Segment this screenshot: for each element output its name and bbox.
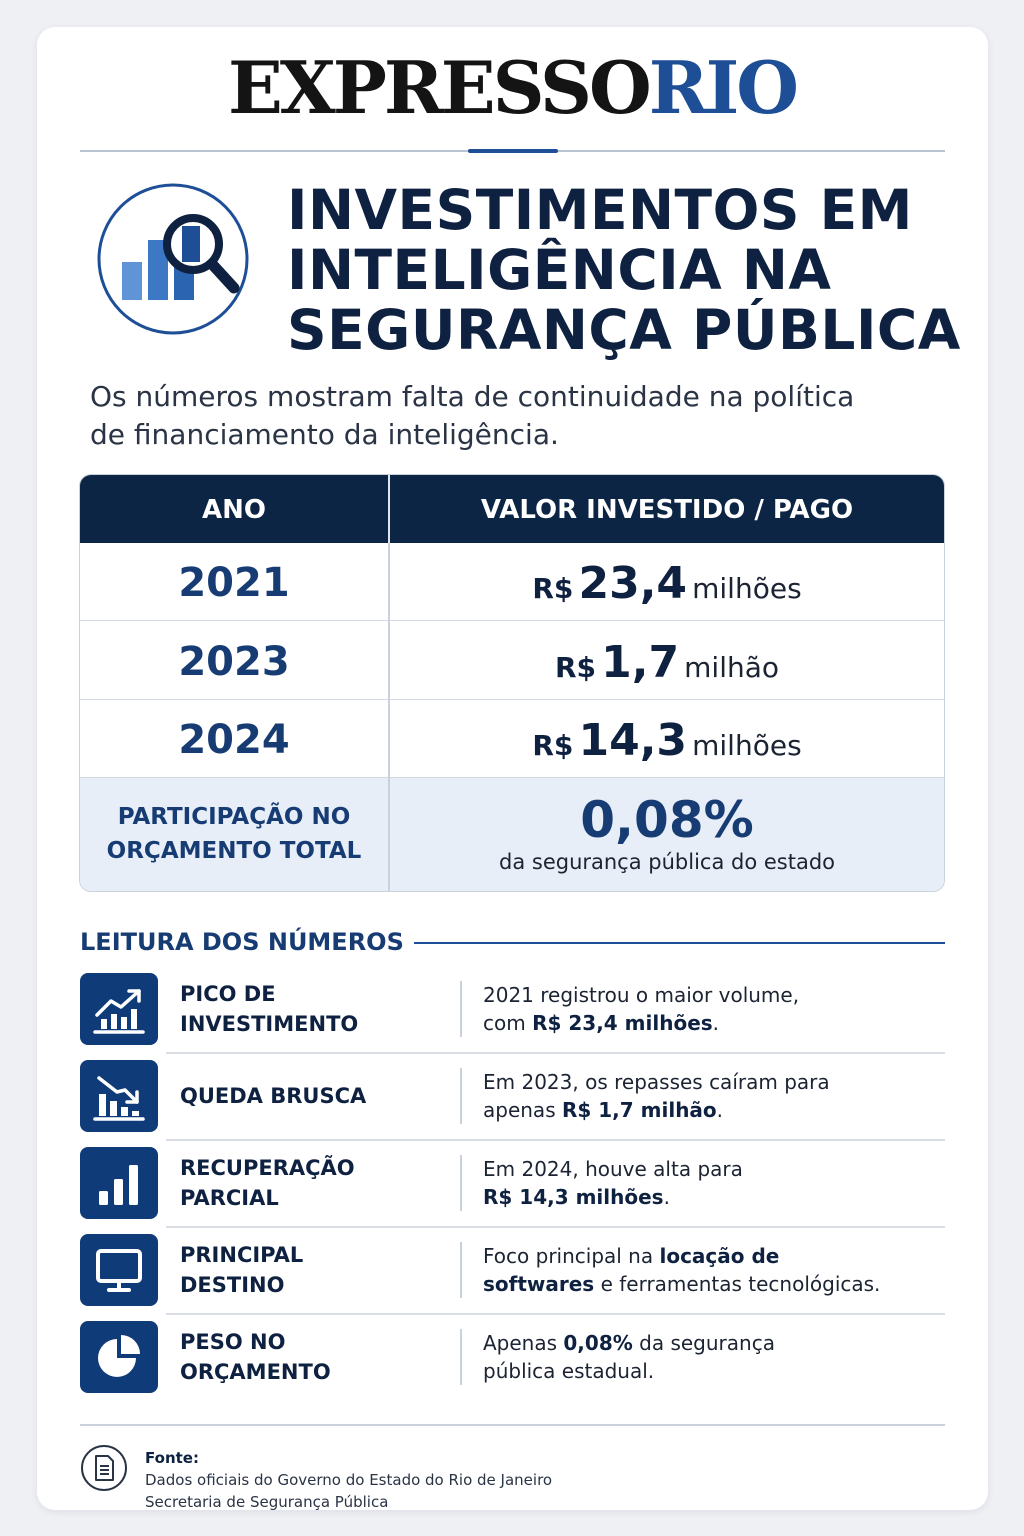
item-divider (460, 1155, 462, 1211)
share-value: 0,08% (580, 791, 754, 849)
item-icon-box (80, 1060, 158, 1132)
row-year: 2024 (178, 717, 290, 763)
item-label-line: QUEDA BRUSCA (180, 1084, 367, 1108)
value-currency: R$ (532, 572, 574, 605)
desc-text: da segurança (632, 1331, 775, 1355)
table-row (80, 700, 944, 778)
masthead-part1: EXPRESSO (228, 45, 649, 130)
item-description (483, 973, 953, 1045)
item-description (483, 1147, 953, 1219)
desc-line (483, 1329, 953, 1357)
row-value (389, 543, 945, 621)
item-icon-box (80, 1234, 158, 1306)
footer-source (145, 1447, 552, 1513)
header-column-divider (388, 475, 390, 543)
item-description (483, 1060, 953, 1132)
item-label (180, 1321, 450, 1393)
item-label (180, 1234, 450, 1306)
item-description (483, 1321, 953, 1393)
source-line: Secretaria de Segurança Pública (145, 1493, 389, 1511)
header-value: VALOR INVESTIDO / PAGO (480, 495, 854, 525)
masthead-part2: RIO (648, 45, 796, 130)
headline-title (287, 180, 987, 360)
subtitle-line: de financiamento da inteligência. (90, 418, 559, 451)
item-label (180, 973, 450, 1045)
desc-text: e ferramentas tecnológicas. (594, 1272, 881, 1296)
item-label (180, 1147, 450, 1219)
item-divider (460, 981, 462, 1037)
source-label: Fonte: (145, 1449, 199, 1467)
row-value (389, 700, 945, 778)
desc-text: . (712, 1011, 720, 1035)
value-currency: R$ (554, 651, 597, 684)
reading-item-peak (80, 973, 945, 1051)
section-rule (414, 942, 945, 944)
item-description (483, 1234, 953, 1306)
desc-highlight: locação de (659, 1244, 780, 1268)
value-unit: milhões (692, 572, 802, 605)
desc-highlight: R$ 14,3 milhões (483, 1185, 664, 1209)
item-label (180, 1060, 450, 1132)
item-icon-box (80, 973, 158, 1045)
value-unit: milhões (692, 729, 802, 762)
item-icon-box (80, 1321, 158, 1393)
footer-divider (80, 1424, 945, 1426)
row-value (389, 622, 945, 700)
source-text: Dados oficiais do Governo do Estado do Rio de Janeiro (145, 1471, 553, 1489)
pie-chart-icon (91, 1329, 147, 1385)
item-divider (460, 1329, 462, 1385)
share-label-line: ORÇAMENTO TOTAL (106, 838, 362, 864)
value-number: 14,3 (578, 715, 688, 766)
reading-item-budget-weight (80, 1321, 945, 1399)
desc-line: pública estadual. (483, 1359, 655, 1383)
share-label-line: PARTICIPAÇÃO NO (117, 804, 351, 830)
item-divider (460, 1242, 462, 1298)
table-share-row (80, 778, 944, 892)
item-separator (166, 1139, 945, 1141)
trend-down-icon (91, 1068, 147, 1124)
desc-text: . (716, 1098, 724, 1122)
desc-highlight: R$ 1,7 milhão (561, 1098, 717, 1122)
share-label (80, 800, 388, 868)
item-label-line: ORÇAMENTO (180, 1360, 331, 1384)
item-label-line: PARCIAL (180, 1186, 279, 1210)
header-year: ANO (202, 495, 266, 525)
source-line (145, 1447, 552, 1491)
investment-table (79, 474, 945, 892)
desc-line: 2021 registrou o maior volume, (483, 983, 800, 1007)
desc-line: Em 2024, houve alta para (483, 1157, 743, 1181)
title-line: INVESTIMENTOS EM (287, 178, 913, 242)
magnifier-chart-icon (96, 182, 250, 336)
item-separator (166, 1226, 945, 1228)
item-label-line: PICO DE INVESTIMENTO (180, 982, 359, 1036)
bar-chart-icon (91, 1155, 147, 1211)
reading-item-drop (80, 1060, 945, 1138)
document-icon (80, 1444, 128, 1492)
value-unit: milhão (684, 651, 780, 684)
item-separator (166, 1052, 945, 1054)
desc-highlight: 0,08% (563, 1331, 633, 1355)
desc-line (483, 1183, 953, 1211)
section-title: LEITURA DOS NÚMEROS (80, 928, 404, 956)
desc-line: Em 2023, os repasses caíram para (483, 1070, 830, 1094)
headline-subtitle (90, 378, 950, 454)
desc-text: Apenas (483, 1331, 564, 1355)
value-number: 1,7 (601, 637, 680, 688)
item-icon-box (80, 1147, 158, 1219)
desc-highlight: softwares (483, 1272, 595, 1296)
table-row (80, 622, 944, 700)
desc-highlight: R$ 23,4 milhões (532, 1011, 713, 1035)
monitor-icon (91, 1242, 147, 1298)
masthead-accent (468, 149, 558, 153)
desc-text: com (483, 1011, 533, 1035)
item-label-line: PRINCIPAL (180, 1243, 304, 1267)
item-label-line: RECUPERAÇÃO (180, 1156, 355, 1180)
desc-text: . (663, 1185, 670, 1209)
desc-line (483, 1242, 953, 1270)
title-line: SEGURANÇA PÚBLICA (287, 298, 961, 362)
reading-item-recovery (80, 1147, 945, 1225)
value-number: 23,4 (578, 558, 688, 609)
desc-line (483, 1096, 953, 1124)
item-label-line: PESO NO (180, 1330, 286, 1354)
item-divider (460, 1068, 462, 1124)
title-line: INTELIGÊNCIA NA (287, 238, 832, 302)
trend-up-icon (91, 981, 147, 1037)
desc-line (483, 1270, 953, 1298)
row-year: 2021 (178, 560, 290, 606)
share-caption: da segurança pública do estado (499, 850, 835, 874)
masthead-logo (0, 45, 1024, 130)
reading-item-destination (80, 1234, 945, 1312)
value-currency: R$ (532, 729, 574, 762)
table-row (80, 543, 944, 621)
desc-text: apenas (483, 1098, 562, 1122)
item-separator (166, 1313, 945, 1315)
desc-line (483, 1009, 953, 1037)
table-header (80, 475, 944, 543)
desc-text: Foco principal na (483, 1244, 660, 1268)
row-year: 2023 (178, 639, 290, 685)
item-label-line: DESTINO (180, 1273, 285, 1297)
subtitle-line: Os números mostram falta de continuidade na política (90, 380, 855, 413)
